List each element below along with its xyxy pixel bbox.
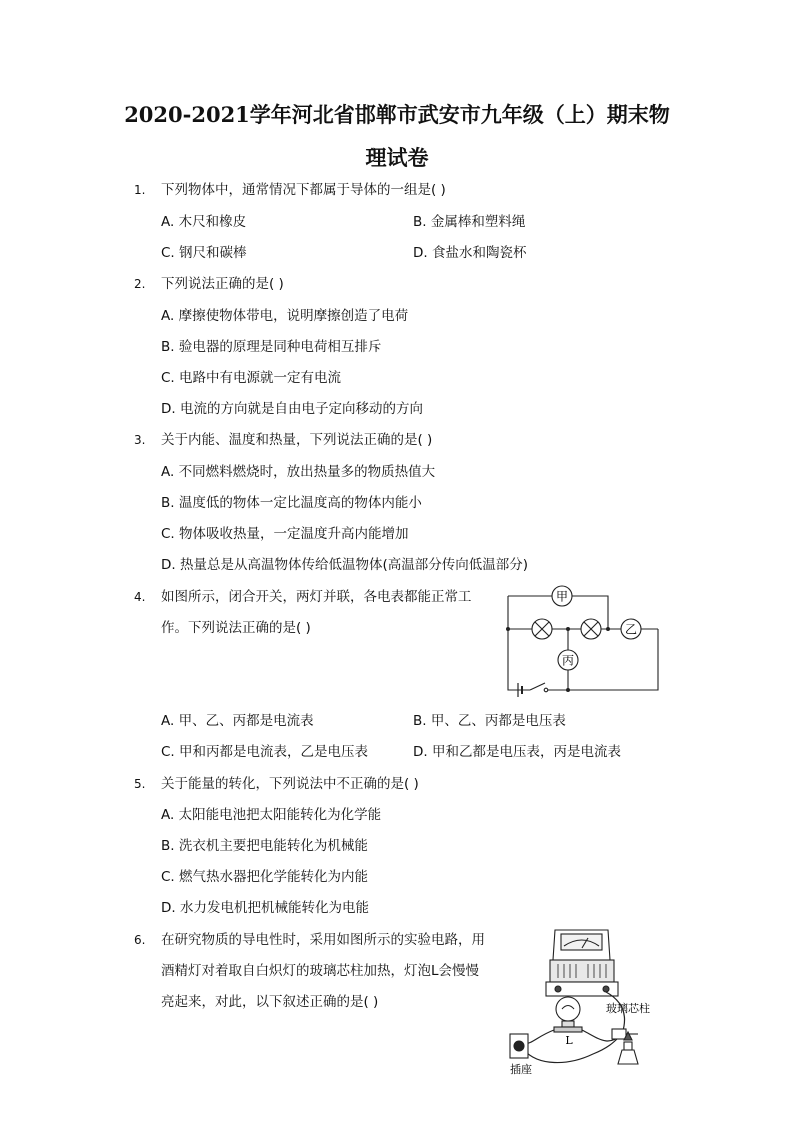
socket-label: 插座	[510, 1063, 532, 1076]
question-number: 1.	[134, 183, 146, 197]
option-a: A. 甲、乙、丙都是电流表	[161, 713, 314, 729]
page-title-line-1: 2020-2021学年河北省邯郸市武安市九年级（上）期末物	[124, 102, 670, 127]
option-b: B. 金属棒和塑料绳	[413, 214, 526, 230]
meter-label-right: 乙	[624, 622, 638, 637]
option-c: C. 燃气热水器把化学能转化为内能	[161, 869, 369, 885]
question-stem: 关于能量的转化，下列说法中不正确的是( )	[161, 776, 419, 792]
option-b: B. 温度低的物体一定比温度高的物体内能小	[161, 495, 422, 511]
conductivity-experiment-figure	[498, 926, 668, 1078]
question-number: 5.	[134, 777, 146, 791]
question-stem-line-2: 作。下列说法正确的是( )	[161, 620, 311, 636]
ammeter-icon	[546, 930, 618, 996]
question-number: 2.	[134, 277, 146, 291]
option-a: A. 摩擦使物体带电，说明摩擦创造了电荷	[161, 308, 409, 324]
option-d: D. 水力发电机把机械能转化为电能	[161, 900, 369, 916]
question-stem-line-2: 酒精灯对着取自白炽灯的玻璃芯柱加热，灯泡L会慢慢	[161, 963, 480, 979]
meter-yi-icon	[621, 619, 641, 639]
lamp-2-icon	[581, 619, 601, 639]
question-number: 4.	[134, 590, 146, 604]
socket-icon	[510, 1034, 528, 1058]
question-stem-line-1: 如图所示，闭合开关，两灯并联，各电表都能正常工	[161, 589, 472, 605]
option-c: C. 甲和丙都是电流表，乙是电压表	[161, 744, 369, 760]
question-number: 6.	[134, 933, 146, 947]
circuit-diagram	[500, 583, 665, 698]
option-b: B. 洗衣机主要把电能转化为机械能	[161, 838, 368, 854]
option-c: C. 钢尺和碳棒	[161, 245, 247, 261]
question-stem: 下列说法正确的是( )	[161, 276, 284, 292]
page-title-line-2: 理试卷	[365, 145, 429, 170]
lamp-1-icon	[532, 619, 552, 639]
option-a: A. 太阳能电池把太阳能转化为化学能	[161, 807, 382, 823]
option-d: D. 甲和乙都是电压表，丙是电流表	[413, 744, 621, 760]
option-d: D. 电流的方向就是自由电子定向移动的方向	[161, 401, 423, 417]
meter-jia-icon	[552, 586, 572, 606]
meter-label-top: 甲	[555, 589, 569, 604]
option-b: B. 甲、乙、丙都是电压表	[413, 713, 566, 729]
option-b: B. 验电器的原理是同种电荷相互排斥	[161, 339, 382, 355]
option-d: D. 食盐水和陶瓷杯	[413, 245, 527, 261]
switch-icon	[530, 683, 548, 692]
glass-core-label: 玻璃芯柱	[606, 1002, 650, 1015]
option-d: D. 热量总是从高温物体传给低温物体(高温部分传向低温部分)	[161, 557, 529, 573]
option-a: A. 木尺和橡皮	[161, 214, 247, 230]
question-stem-line-3: 亮起来，对此，以下叙述正确的是( )	[161, 994, 379, 1010]
question-stem-line-1: 在研究物质的导电性时，采用如图所示的实验电路，用	[161, 932, 485, 948]
option-c: C. 电路中有电源就一定有电流	[161, 370, 342, 386]
meter-label-mid: 丙	[561, 653, 575, 668]
option-a: A. 不同燃料燃烧时，放出热量多的物质热值大	[161, 464, 436, 480]
meter-bing-icon	[558, 650, 578, 670]
question-number: 3.	[134, 433, 146, 447]
question-stem: 关于内能、温度和热量，下列说法正确的是( )	[161, 432, 433, 448]
bulb-label: L	[565, 1034, 573, 1047]
bulb-icon	[554, 997, 582, 1032]
option-c: C. 物体吸收热量，一定温度升高内能增加	[161, 526, 409, 542]
question-stem: 下列物体中，通常情况下都属于导体的一组是( )	[161, 182, 446, 198]
